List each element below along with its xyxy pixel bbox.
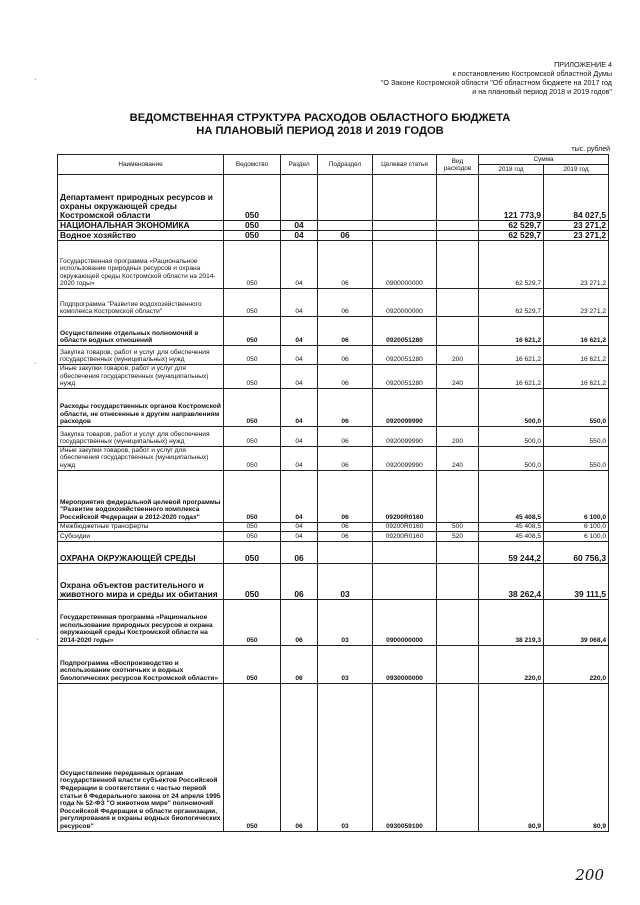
cell-sum-2018: 62 529,7 — [479, 241, 544, 289]
cell-sum-2019: 16 621,2 — [544, 365, 609, 389]
cell-vid — [437, 541, 479, 563]
cell-razdel: 04 — [281, 522, 318, 531]
cell-razdel: 04 — [281, 365, 318, 389]
cell-statya: 0920051280 — [373, 346, 437, 365]
appendix-label: ПРИЛОЖЕНИЕ 4 — [554, 60, 612, 69]
cell-razdel: 04 — [281, 346, 318, 365]
cell-sum-2019: 220,0 — [544, 645, 609, 683]
cell-statya: 0900000000 — [373, 241, 437, 289]
cell-razdel: 04 — [281, 470, 318, 522]
cell-sum-2018: 45 408,5 — [479, 531, 544, 541]
cell-podrazdel: 06 — [318, 426, 373, 446]
cell-name: Государственная программа «Рациональное использование природных ресурсов и охрана окружающей среды Костромской области на 2014-2020 годы» — [58, 599, 224, 645]
cell-vedomstvo: 050 — [224, 289, 281, 317]
cell-podrazdel: 06 — [318, 365, 373, 389]
cell-statya: 0930059100 — [373, 683, 437, 831]
cell-vedomstvo: 050 — [224, 522, 281, 531]
appendix-line-1: к постановлению Костромской областной Думы — [452, 69, 612, 78]
cell-podrazdel: 06 — [318, 388, 373, 426]
cell-name: Подпрограмма «Воспроизводство и использование охотничьих и водных биологических ресурсов Костромской области» — [58, 645, 224, 683]
cell-vedomstvo: 050 — [224, 317, 281, 346]
cell-vid — [437, 241, 479, 289]
cell-sum-2019: 39 111,5 — [544, 563, 609, 599]
cell-razdel: 04 — [281, 221, 318, 231]
table-row — [58, 221, 609, 231]
cell-sum-2018: 62 529,7 — [479, 221, 544, 231]
cell-sum-2018: 45 408,5 — [479, 522, 544, 531]
cell-razdel: 04 — [281, 241, 318, 289]
cell-vid — [437, 599, 479, 645]
cell-sum-2018: 45 408,5 — [479, 470, 544, 522]
cell-vedomstvo: 050 — [224, 599, 281, 645]
cell-sum-2019: 550,0 — [544, 426, 609, 446]
cell-sum-2018: 38 262,4 — [479, 563, 544, 599]
cell-name: Подпрограмма "Развитие водохозяйственного комплекса Костромской области" — [58, 289, 224, 317]
cell-sum-2019: 84 027,5 — [544, 175, 609, 221]
cell-sum-2018: 500,0 — [479, 426, 544, 446]
cell-sum-2018: 16 621,2 — [479, 365, 544, 389]
cell-vedomstvo: 050 — [224, 531, 281, 541]
cell-name: Осуществление отдельных полномочий в области водных отношений — [58, 317, 224, 346]
table-row — [58, 365, 609, 389]
cell-razdel: 06 — [281, 645, 318, 683]
cell-podrazdel: 06 — [318, 346, 373, 365]
cell-razdel: 04 — [281, 388, 318, 426]
cell-statya: 09200R0160 — [373, 522, 437, 531]
cell-statya: 0920051280 — [373, 365, 437, 389]
cell-name: Департамент природных ресурсов и охраны окружающей среды Костромской области — [58, 175, 224, 221]
scan-mark: ˋ — [34, 78, 37, 87]
cell-sum-2019: 23 271,2 — [544, 289, 609, 317]
cell-podrazdel: 06 — [318, 317, 373, 346]
cell-statya: 0900000000 — [373, 599, 437, 645]
cell-sum-2019: 550,0 — [544, 446, 609, 470]
cell-sum-2019: 550,0 — [544, 388, 609, 426]
cell-podrazdel: 03 — [318, 599, 373, 645]
cell-name: Осуществление переданных органам государственной власти субъектов Российской Федерации в соответствии с частью первой статьи 6 Федерального закона от 24 апреля 1995 года № 52-ФЗ "О животном мире" полномочий Российской Федерации в области организации, регулирования и охраны водных биологических ресурсов" — [58, 683, 224, 831]
cell-name: Субсидии — [58, 531, 224, 541]
cell-vedomstvo: 050 — [224, 221, 281, 231]
cell-vedomstvo: 050 — [224, 388, 281, 426]
cell-sum-2018: 62 529,7 — [479, 231, 544, 241]
cell-vid: 200 — [437, 426, 479, 446]
cell-vid: 240 — [437, 365, 479, 389]
page-number-signature: 200 — [575, 866, 604, 884]
table-row — [58, 317, 609, 346]
cell-sum-2019: 39 068,4 — [544, 599, 609, 645]
table-row — [58, 541, 609, 563]
cell-vedomstvo: 050 — [224, 470, 281, 522]
col-header-statya: Целевая статья — [373, 155, 437, 175]
col-header-2019: 2019 год — [544, 165, 609, 175]
cell-name: ОХРАНА ОКРУЖАЮЩЕЙ СРЕДЫ — [58, 541, 224, 563]
cell-razdel: 04 — [281, 531, 318, 541]
col-header-name: Наименование — [58, 155, 224, 175]
cell-statya: 0920099990 — [373, 426, 437, 446]
cell-sum-2018: 59 244,2 — [479, 541, 544, 563]
cell-vedomstvo: 050 — [224, 446, 281, 470]
cell-statya — [373, 221, 437, 231]
cell-vedomstvo: 050 — [224, 645, 281, 683]
unit-label: тыс. рублей — [571, 146, 610, 153]
cell-podrazdel: 03 — [318, 683, 373, 831]
cell-name: Иные закупки товаров, работ и услуг для обеспечения государственных (муниципальных) нужд — [58, 446, 224, 470]
cell-razdel: 04 — [281, 426, 318, 446]
cell-name: Государственная программа «Рациональное использование природных ресурсов и охрана окружающей среды Костромской области на 2014-2020 годы» — [58, 241, 224, 289]
cell-sum-2018: 62 529,7 — [479, 289, 544, 317]
cell-podrazdel: 03 — [318, 563, 373, 599]
cell-name: Закупка товаров, работ и услуг для обеспечения государственных (муниципальных) нужд — [58, 346, 224, 365]
cell-razdel: 04 — [281, 289, 318, 317]
cell-sum-2019: 23 271,2 — [544, 241, 609, 289]
cell-vid — [437, 289, 479, 317]
cell-sum-2018: 500,0 — [479, 446, 544, 470]
budget-table — [57, 154, 609, 832]
cell-vid: 520 — [437, 531, 479, 541]
cell-sum-2018: 220,0 — [479, 645, 544, 683]
table-row — [58, 531, 609, 541]
cell-vid — [437, 683, 479, 831]
cell-vid — [437, 563, 479, 599]
cell-statya — [373, 231, 437, 241]
cell-vedomstvo: 050 — [224, 426, 281, 446]
cell-vid: 240 — [437, 446, 479, 470]
cell-razdel: 06 — [281, 599, 318, 645]
cell-podrazdel — [318, 175, 373, 221]
scan-mark: ˋ — [34, 362, 37, 371]
cell-statya — [373, 563, 437, 599]
cell-sum-2018: 500,0 — [479, 388, 544, 426]
table-row — [58, 346, 609, 365]
cell-razdel: 04 — [281, 446, 318, 470]
cell-statya: 0930000000 — [373, 645, 437, 683]
cell-sum-2019: 23 271,2 — [544, 231, 609, 241]
appendix-line-2: "О Законе Костромской области "Об областном бюджете на 2017 год — [380, 78, 612, 87]
table-row — [58, 599, 609, 645]
cell-vid — [437, 470, 479, 522]
cell-razdel: 06 — [281, 563, 318, 599]
cell-podrazdel: 06 — [318, 241, 373, 289]
cell-vedomstvo: 050 — [224, 241, 281, 289]
table-row — [58, 446, 609, 470]
cell-vedomstvo: 050 — [224, 175, 281, 221]
cell-razdel — [281, 175, 318, 221]
col-header-vid: Вид расходов — [437, 155, 479, 175]
table-row — [58, 241, 609, 289]
cell-vid — [437, 231, 479, 241]
cell-sum-2019: 6 100,0 — [544, 531, 609, 541]
col-header-razdel: Раздел — [281, 155, 318, 175]
cell-sum-2019: 23 271,2 — [544, 221, 609, 231]
cell-statya: 0920099990 — [373, 388, 437, 426]
cell-vedomstvo: 050 — [224, 541, 281, 563]
cell-sum-2018: 121 773,9 — [479, 175, 544, 221]
cell-sum-2019: 16 621,2 — [544, 346, 609, 365]
table-row — [58, 175, 609, 221]
cell-podrazdel — [318, 541, 373, 563]
col-header-summa: Сумма — [479, 155, 609, 165]
cell-podrazdel: 06 — [318, 531, 373, 541]
cell-name: Межбюджетные трансферты — [58, 522, 224, 531]
col-header-vedomstvo: Ведомство — [224, 155, 281, 175]
title-line-1: ВЕДОМСТВЕННАЯ СТРУКТУРА РАСХОДОВ ОБЛАСТНОГО БЮДЖЕТА — [129, 112, 511, 124]
table-row — [58, 522, 609, 531]
table-row — [58, 563, 609, 599]
cell-vedomstvo: 050 — [224, 365, 281, 389]
cell-vid — [437, 317, 479, 346]
scan-mark: ˋ — [36, 638, 39, 647]
cell-name: Расходы государственных органов Костромской области, не отнесенные к другим направлениям расходов — [58, 388, 224, 426]
cell-vid — [437, 175, 479, 221]
cell-statya — [373, 175, 437, 221]
table-row — [58, 289, 609, 317]
appendix-header — [381, 60, 612, 96]
appendix-line-3: и на плановый период 2018 и 2019 годов" — [472, 87, 612, 96]
cell-podrazdel: 06 — [318, 470, 373, 522]
cell-sum-2018: 16 621,2 — [479, 317, 544, 346]
cell-razdel: 06 — [281, 683, 318, 831]
table-row — [58, 231, 609, 241]
cell-vid: 500 — [437, 522, 479, 531]
cell-statya — [373, 541, 437, 563]
table-row — [58, 426, 609, 446]
cell-statya: 0920099990 — [373, 446, 437, 470]
cell-vedomstvo: 050 — [224, 563, 281, 599]
cell-sum-2019: 60 756,3 — [544, 541, 609, 563]
cell-vedomstvo: 050 — [224, 683, 281, 831]
cell-statya: 0920000000 — [373, 289, 437, 317]
cell-podrazdel — [318, 221, 373, 231]
cell-vid — [437, 645, 479, 683]
cell-vedomstvo: 050 — [224, 231, 281, 241]
document-title — [0, 112, 640, 138]
title-line-2: НА ПЛАНОВЫЙ ПЕРИОД 2018 И 2019 ГОДОВ — [196, 125, 444, 137]
cell-name: Иные закупки товаров, работ и услуг для обеспечения государственных (муниципальных) нужд — [58, 365, 224, 389]
table-row — [58, 470, 609, 522]
cell-razdel: 04 — [281, 317, 318, 346]
cell-vid — [437, 388, 479, 426]
cell-name: Закупка товаров, работ и услуг для обеспечения государственных (муниципальных) нужд — [58, 426, 224, 446]
cell-razdel: 04 — [281, 231, 318, 241]
cell-vedomstvo: 050 — [224, 346, 281, 365]
cell-sum-2018: 38 219,3 — [479, 599, 544, 645]
cell-sum-2019: 6 100,0 — [544, 522, 609, 531]
cell-podrazdel: 06 — [318, 522, 373, 531]
cell-name: Охрана объектов растительного и животного мира и среды их обитания — [58, 563, 224, 599]
cell-statya: 09200R0160 — [373, 531, 437, 541]
cell-vid — [437, 221, 479, 231]
cell-name: Водное хозяйство — [58, 231, 224, 241]
cell-sum-2019: 6 100,0 — [544, 470, 609, 522]
table-row — [58, 388, 609, 426]
table-row — [58, 683, 609, 831]
col-header-2018: 2018 год — [479, 165, 544, 175]
table-row — [58, 645, 609, 683]
cell-statya: 0920051280 — [373, 317, 437, 346]
cell-razdel: 06 — [281, 541, 318, 563]
cell-sum-2019: 80,9 — [544, 683, 609, 831]
cell-podrazdel: 03 — [318, 645, 373, 683]
cell-sum-2018: 80,9 — [479, 683, 544, 831]
cell-podrazdel: 06 — [318, 231, 373, 241]
cell-name: Мероприятия федеральной целевой программы "Развитие водохозяйственного комплекса Российской Федерации в 2012-2020 годах" — [58, 470, 224, 522]
cell-podrazdel: 06 — [318, 446, 373, 470]
cell-podrazdel: 06 — [318, 289, 373, 317]
cell-vid: 200 — [437, 346, 479, 365]
cell-statya: 09200R0160 — [373, 470, 437, 522]
cell-sum-2018: 16 621,2 — [479, 346, 544, 365]
col-header-podrazdel: Подраздел — [318, 155, 373, 175]
cell-name: НАЦИОНАЛЬНАЯ ЭКОНОМИКА — [58, 221, 224, 231]
cell-sum-2019: 16 621,2 — [544, 317, 609, 346]
